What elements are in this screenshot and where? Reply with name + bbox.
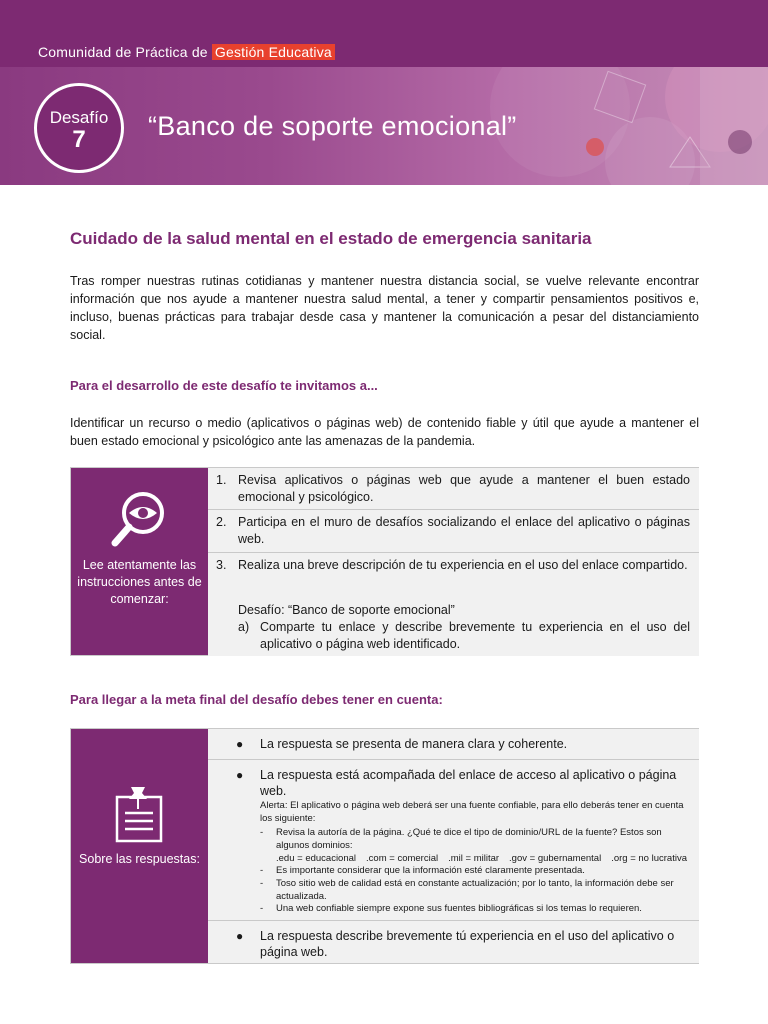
instructions-side-label: Lee atentamente las instrucciones antes de comenzar: <box>77 558 202 606</box>
instructions-side-panel <box>71 468 208 655</box>
bullet-icon: ● <box>236 737 244 751</box>
invite-paragraph: Identificar un recurso o medio (aplicativos o páginas web) de contenido fiable y útil que ayude a mantener el buen estado emocional y psicológico ante las amenazas de la pandemia. <box>70 416 699 448</box>
invite-heading: Para el desarrollo de este desafío te invitamos a... <box>70 378 378 393</box>
step-number: 1. <box>216 473 227 487</box>
instruction-step <box>208 553 699 656</box>
dash-icon: - <box>260 865 264 876</box>
instructions-table <box>70 467 699 656</box>
section-heading: Cuidado de la salud mental en el estado de emergencia sanitaria <box>70 229 592 248</box>
dash-icon: - <box>260 878 264 889</box>
domain-item: .org = no lucrativa <box>611 853 687 864</box>
intro-paragraph: Tras romper nuestras rutinas cotidianas y mantener nuestra distancia social, se vuelve relevante encontrar información que nos ayude a mantener nuestra salud mental, a tener y compartir pensamientos positivos e, incluso, buenas prácticas para trabajar desde casa y mantener la comunicación a pesar del distanciamiento social. <box>70 274 699 342</box>
sub-item-text: Una web confiable siempre expone sus fuentes bibliográficas si los temas lo requieren. <box>276 903 642 914</box>
dash-icon: - <box>260 903 264 914</box>
instruction-step <box>208 468 699 510</box>
bullet-icon: ● <box>236 768 244 782</box>
criteria-row <box>208 921 699 963</box>
challenge-sub-letter: a) <box>238 620 250 634</box>
community-highlight: Gestión Educativa <box>212 44 335 60</box>
challenge-sub-text: Comparte tu enlace y describe brevemente tu experiencia en el uso del aplicativo o página web identificado. <box>260 620 690 651</box>
dash-icon: - <box>260 827 264 838</box>
criteria-text: La respuesta está acompañada del enlace de acceso al aplicativo o página web. <box>260 768 677 798</box>
community-prefix: Comunidad de Práctica de <box>38 44 208 60</box>
criteria-row <box>208 729 699 760</box>
criteria-side-label: Sobre las respuestas: <box>79 852 200 866</box>
criteria-text: La respuesta describe brevemente tú experiencia en el uso del aplicativo o página web. <box>260 929 675 959</box>
magnifier-eye-icon <box>107 487 171 551</box>
badge-word: Desafío <box>49 108 109 127</box>
banner <box>0 67 768 185</box>
criteria-table <box>70 728 699 964</box>
sub-item-text: Toso sitio web de calidad está en constante actualización; por lo tanto, la información debe ser actualizada. <box>276 878 674 902</box>
top-bar <box>0 0 768 67</box>
criteria-row <box>208 760 699 921</box>
domain-list <box>276 853 690 866</box>
step-text: Realiza una breve descripción de tu experiencia en el uso del enlace compartido. <box>238 558 688 572</box>
goal-heading: Para llegar a la meta final del desafío debes tener en cuenta: <box>70 692 443 707</box>
step-text: Participa en el muro de desafíos socializando el enlace del aplicativo o páginas web. <box>238 515 690 546</box>
alert-text: Alerta: El aplicativo o página web deberá ser una fuente confiable, para ello deberás tener en cuenta los siguiente: <box>260 800 684 824</box>
page-title: “Banco de soporte emocional” <box>148 111 517 141</box>
domain-item: .mil = militar <box>448 853 500 864</box>
criteria-text: La respuesta se presenta de manera clara y coherente. <box>260 737 568 751</box>
clipboard-pin-icon <box>113 785 165 845</box>
step-text: Revisa aplicativos o páginas web que ayude a mantener el buen estado emocional y psicológico. <box>238 473 690 504</box>
sub-item-text: Es importante considerar que la información esté claramente presentada. <box>276 865 585 876</box>
domain-item: .com = comercial <box>366 853 439 864</box>
bullet-icon: ● <box>236 929 244 943</box>
challenge-badge <box>34 83 124 173</box>
challenge-title: Desafío: “Banco de soporte emocional” <box>238 603 455 617</box>
badge-number: 7 <box>72 126 86 153</box>
domain-item: .edu = educacional <box>276 853 357 864</box>
step-number: 2. <box>216 515 227 529</box>
criteria-side-panel <box>71 729 208 963</box>
community-title <box>38 44 335 60</box>
step-number: 3. <box>216 558 227 572</box>
sub-item-text: Revisa la autoría de la página. ¿Qué te dice el tipo de dominio/URL de la fuente? Estos son algunos dominios: <box>276 827 662 851</box>
instruction-step <box>208 510 699 553</box>
domain-item: .gov = gubernamental <box>509 853 602 864</box>
